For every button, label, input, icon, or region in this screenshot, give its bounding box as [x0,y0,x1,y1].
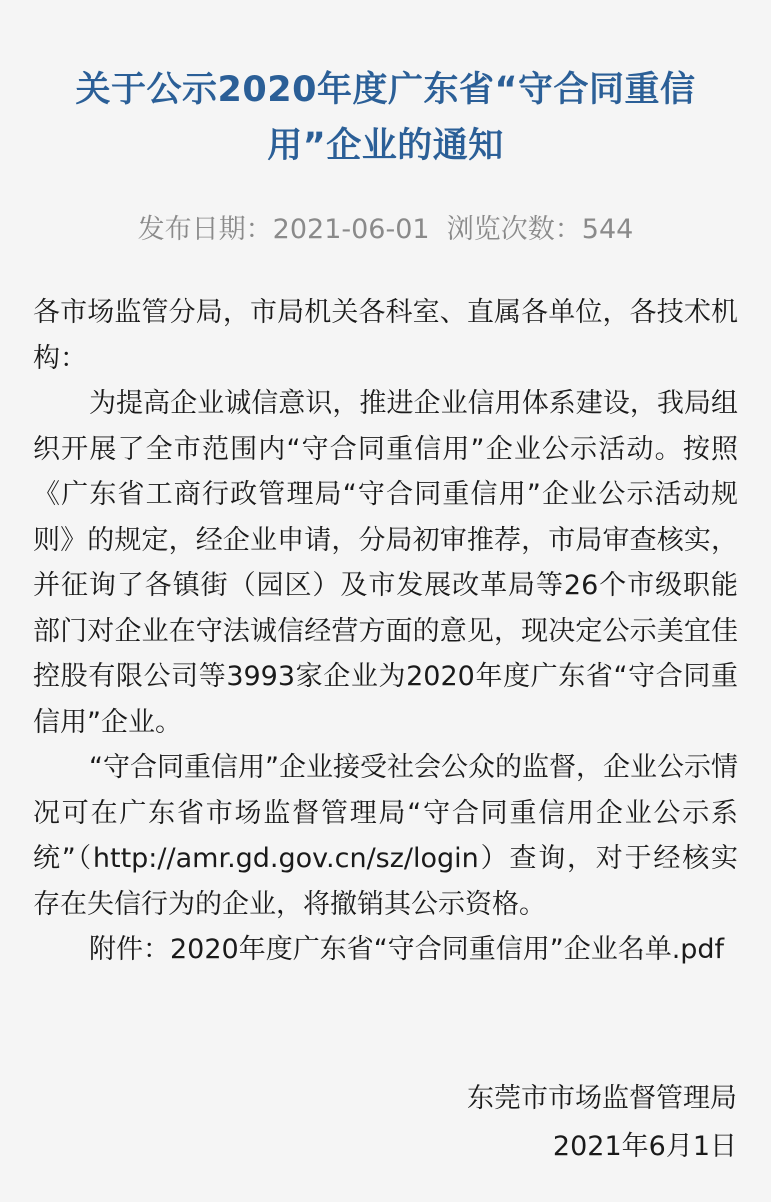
notice-body [33,290,738,973]
meta-spacer [430,214,447,245]
notice-meta [0,210,771,250]
view-count-label: 浏览次数： [446,214,582,245]
publish-date-label: 发布日期： [137,214,273,245]
notice-title: 关于公示2020年度广东省“守合同重信用”企业的通知 [75,70,696,166]
paragraph-intro: 为提高企业诚信意识，推进企业信用体系建设，我局组织开展了全市范围内“守合同重信用”企业公示活动。按照《广东省工商行政管理局“守合同重信用”企业公示活动规则》的规定，经企业申请，分局初审推荐，市局审查核实，并征询了各镇街（园区）及市发展改革局等26个市级职能部门对企业在守法诚信经营方面的意见，现决定公示美宜佳控股有限公司等3993家企业为2020年度广东省“守合同重信用”企业。 [33,388,738,738]
signature-block [467,1075,737,1171]
issuing-organization: 东莞市市场监督管理局 [467,1083,737,1114]
publish-date: 2021-06-01 [272,214,430,245]
view-count: 544 [581,214,634,245]
attachment-link[interactable]: 附件：2020年度广东省“守合同重信用”企业名单.pdf [89,934,725,965]
issue-date: 2021年6月1日 [552,1131,737,1162]
paragraph-supervision: “守合同重信用”企业接受社会公众的监督，企业公示情况可在广东省市场监督管理局“守合同重信用企业公示系统”（http://amr.gd.gov.cn/sz/login）查询，对于经核实存在失信行为的企业，将撤销其公示资格。 [33,752,738,920]
salutation: 各市场监管分局，市局机关各科室、直属各单位，各技术机构： [33,297,738,374]
